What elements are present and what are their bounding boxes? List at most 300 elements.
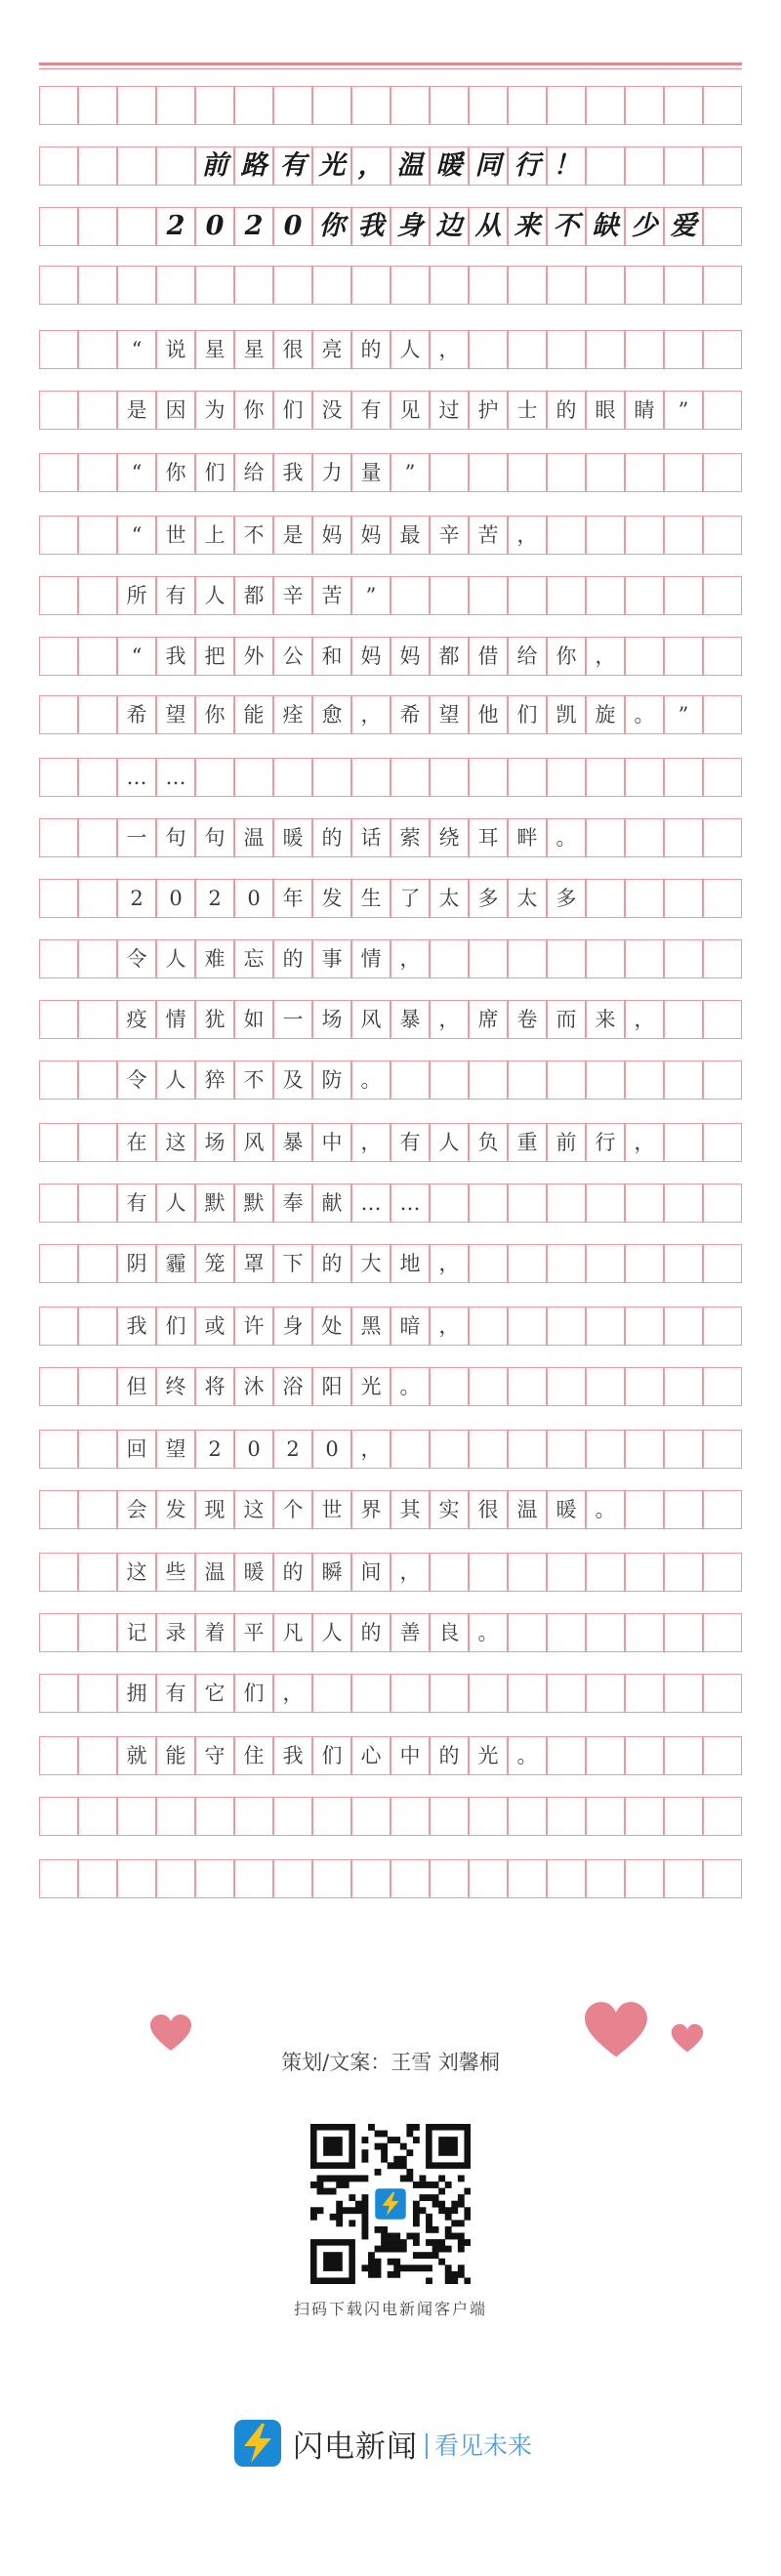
- grid-cell: [508, 86, 547, 125]
- poem-char: 暗: [399, 1314, 421, 1338]
- grid-cell: [547, 576, 586, 615]
- poem-char: 录: [165, 1621, 186, 1644]
- poem-char: 你: [204, 703, 226, 727]
- poem-char: 多: [555, 887, 577, 910]
- grid-cell: [547, 1307, 586, 1346]
- poem-char: 句: [165, 826, 186, 850]
- grid-cell: [78, 391, 117, 430]
- grid-cell: [78, 1859, 117, 1898]
- grid-cell: [703, 146, 742, 186]
- poem-char: 见: [399, 398, 421, 422]
- poem-char: 浴: [282, 1375, 304, 1398]
- poem-char: 的: [282, 1560, 304, 1584]
- title-char: ！: [553, 150, 580, 181]
- poem-char: 的: [360, 1621, 382, 1644]
- grid-row: [39, 576, 742, 615]
- grid-cell: [625, 939, 664, 978]
- grid-cell: [78, 207, 117, 246]
- poem-char: 过: [438, 398, 460, 422]
- poem-char: 最: [399, 523, 421, 547]
- grid-cell: [469, 86, 508, 125]
- poem-char: 这: [243, 1498, 265, 1521]
- grid-cell: [625, 758, 664, 797]
- grid-cell: [625, 1859, 664, 1898]
- poem-char: 忘: [243, 947, 265, 971]
- grid-cell: [430, 1430, 469, 1469]
- grid-cell: [586, 1797, 625, 1836]
- grid-cell: [78, 1367, 117, 1406]
- poem-char: 生: [360, 887, 382, 910]
- poem-char: 亮: [321, 338, 343, 361]
- poem-char: 。: [595, 1498, 616, 1521]
- poem-char: …: [360, 1191, 382, 1215]
- grid-cell: [78, 879, 117, 918]
- grid-cell: [39, 1613, 78, 1652]
- title-char: 少: [631, 211, 658, 241]
- poem-char: 公: [282, 644, 304, 668]
- grid-cell: [664, 1674, 703, 1713]
- grid-cell: [703, 1736, 742, 1775]
- grid-cell: [469, 1060, 508, 1100]
- title-char: 0: [283, 211, 303, 241]
- poem-char: 默: [204, 1191, 226, 1215]
- poem-char: 望: [165, 703, 186, 727]
- poem-char: ，: [438, 1314, 460, 1338]
- poem-char: 着: [204, 1621, 226, 1644]
- grid-cell: [39, 266, 78, 305]
- grid-cell: [39, 818, 78, 857]
- grid-cell: [508, 1859, 547, 1898]
- poem-char: 都: [438, 644, 460, 668]
- poem-char: “: [131, 523, 143, 547]
- poem-char: 们: [516, 703, 538, 727]
- poem-char: 良: [438, 1621, 460, 1644]
- grid-row: [39, 453, 742, 492]
- grid-cell: [703, 1490, 742, 1529]
- grid-cell: [664, 330, 703, 369]
- grid-cell: [703, 1000, 742, 1039]
- poem-char: 给: [243, 461, 265, 484]
- grid-cell: [586, 1060, 625, 1100]
- poem-char: 终: [165, 1375, 186, 1398]
- poem-char: 萦: [399, 826, 421, 850]
- grid-cell: [508, 1060, 547, 1100]
- poem-char: 发: [165, 1498, 186, 1521]
- grid-cell: [547, 1797, 586, 1836]
- grid-cell: [469, 330, 508, 369]
- grid-cell: [586, 1184, 625, 1223]
- grid-cell: [703, 1613, 742, 1652]
- grid-cell: [703, 1859, 742, 1898]
- grid-cell: [508, 1797, 547, 1836]
- poem-char: ，: [595, 644, 616, 668]
- grid-cell: [312, 86, 351, 125]
- grid-cell: [664, 453, 703, 492]
- poem-char: 在: [126, 1131, 147, 1154]
- grid-cell: [234, 1859, 273, 1898]
- poem-char: 2: [208, 1437, 222, 1461]
- poem-char: 凡: [282, 1621, 304, 1644]
- grid-cell: [39, 1184, 78, 1223]
- grid-row: [39, 1123, 742, 1162]
- grid-cell: [664, 1367, 703, 1406]
- grid-cell: [430, 939, 469, 978]
- grid-cell: [390, 266, 430, 305]
- poem-char: ，: [282, 1682, 304, 1705]
- grid-cell: [78, 266, 117, 305]
- poem-char: 很: [282, 338, 304, 361]
- grid-cell: [703, 330, 742, 369]
- grid-cell: [547, 1060, 586, 1100]
- grid-cell: [664, 818, 703, 857]
- poem-char: 人: [165, 1068, 186, 1092]
- poem-char: 席: [477, 1008, 499, 1031]
- poem-char: 中: [321, 1131, 343, 1154]
- title-char: 有: [279, 150, 307, 181]
- grid-cell: [586, 1307, 625, 1346]
- poem-char: 温: [243, 826, 265, 850]
- grid-cell: [78, 1490, 117, 1529]
- qr-code-image: [310, 2124, 471, 2284]
- poem-char: 2: [286, 1437, 300, 1461]
- poem-char: 或: [204, 1314, 226, 1338]
- poem-char: 能: [165, 1744, 186, 1767]
- grid-cell: [664, 758, 703, 797]
- poem-char: 温: [204, 1560, 226, 1584]
- grid-cell: [195, 86, 234, 125]
- poem-char: 住: [243, 1744, 265, 1767]
- poem-char: 0: [247, 887, 261, 910]
- title-char: 2: [166, 211, 185, 241]
- grid-cell: [703, 1244, 742, 1283]
- poem-char: ”: [678, 398, 689, 422]
- title-char: 缺: [592, 211, 619, 241]
- title-char: 爱: [670, 211, 697, 241]
- grid-cell: [586, 1859, 625, 1898]
- grid-cell: [234, 1797, 273, 1836]
- grid-cell: [312, 1859, 351, 1898]
- grid-cell: [78, 1244, 117, 1283]
- grid-cell: [390, 1859, 430, 1898]
- poem-char: 希: [126, 703, 147, 727]
- grid-cell: [39, 1490, 78, 1529]
- poem-char: 所: [126, 584, 147, 607]
- grid-cell: [547, 330, 586, 369]
- grid-row: [39, 1000, 742, 1039]
- grid-cell: [351, 266, 390, 305]
- grid-cell: [625, 576, 664, 615]
- poem-char: 暴: [399, 1008, 421, 1031]
- poem-char: 的: [360, 338, 382, 361]
- poem-char: 是: [126, 398, 147, 422]
- poem-char: 人: [321, 1621, 343, 1644]
- poem-char: ，: [516, 523, 538, 547]
- grid-cell: [547, 1736, 586, 1775]
- qr-code[interactable]: [310, 2124, 471, 2284]
- grid-cell: [664, 1430, 703, 1469]
- grid-cell: [39, 516, 78, 555]
- grid-cell: [78, 86, 117, 125]
- grid-cell: [703, 207, 742, 246]
- poem-char: 情: [360, 947, 382, 971]
- poem-char: 发: [321, 887, 343, 910]
- poem-char: 地: [399, 1252, 421, 1275]
- grid-row: [39, 1797, 742, 1836]
- grid-cell: [625, 879, 664, 918]
- poem-char: 暖: [243, 1560, 265, 1584]
- grid-cell: [508, 453, 547, 492]
- poem-char: 情: [165, 1008, 186, 1031]
- poem-char: 奉: [282, 1191, 304, 1215]
- grid-cell: [508, 1367, 547, 1406]
- grid-cell: [547, 86, 586, 125]
- grid-cell: [664, 1123, 703, 1162]
- grid-cell: [234, 266, 273, 305]
- poem-char: 把: [204, 644, 226, 668]
- poem-char: 给: [516, 644, 538, 668]
- poem-char: 将: [204, 1375, 226, 1398]
- grid-cell: [703, 1184, 742, 1223]
- grid-cell: [586, 758, 625, 797]
- grid-cell: [586, 576, 625, 615]
- grid-cell: [586, 266, 625, 305]
- grid-row: [39, 1184, 742, 1223]
- poem-char: 世: [165, 523, 186, 547]
- grid-row: [39, 86, 742, 125]
- grid-cell: [156, 1797, 195, 1836]
- grid-row: [39, 1244, 742, 1283]
- grid-cell: [703, 818, 742, 857]
- poem-char: 的: [282, 947, 304, 971]
- grid-cell: [547, 1553, 586, 1592]
- poem-char: 光: [477, 1744, 499, 1767]
- poem-char: 不: [243, 1068, 265, 1092]
- grid-cell: [547, 516, 586, 555]
- grid-cell: [469, 1430, 508, 1469]
- poem-char: 黑: [360, 1314, 382, 1338]
- title-char: 0: [205, 211, 225, 241]
- grid-cell: [78, 1430, 117, 1469]
- poem-char: 们: [243, 1682, 265, 1705]
- poem-char: 多: [477, 887, 499, 910]
- grid-cell: [586, 1244, 625, 1283]
- poem-char: 的: [438, 1744, 460, 1767]
- grid-row: [39, 146, 742, 186]
- poem-char: 但: [126, 1375, 147, 1398]
- poem-char: 而: [555, 1008, 577, 1031]
- grid-cell: [625, 1736, 664, 1775]
- grid-cell: [703, 1123, 742, 1162]
- grid-cell: [586, 86, 625, 125]
- poem-char: 苦: [321, 584, 343, 607]
- grid-cell: [39, 1674, 78, 1713]
- grid-cell: [625, 1367, 664, 1406]
- poem-char: 暴: [282, 1131, 304, 1154]
- poem-char: 界: [360, 1498, 382, 1521]
- grid-cell: [703, 1060, 742, 1100]
- grid-cell: [586, 1674, 625, 1713]
- grid-cell: [390, 758, 430, 797]
- poem-char: 人: [165, 947, 186, 971]
- poem-char: ，: [438, 1008, 460, 1031]
- grid-cell: [625, 86, 664, 125]
- poem-char: 我: [282, 461, 304, 484]
- grid-cell: [508, 266, 547, 305]
- poem-char: 阴: [126, 1252, 147, 1275]
- poem-char: 们: [165, 1314, 186, 1338]
- grid-cell: [430, 758, 469, 797]
- grid-row: [39, 330, 742, 369]
- grid-cell: [664, 86, 703, 125]
- poem-char: 。: [399, 1375, 421, 1398]
- poem-char: “: [131, 644, 143, 668]
- grid-cell: [430, 1859, 469, 1898]
- grid-cell: [703, 1797, 742, 1836]
- poem-char: 我: [165, 644, 186, 668]
- poem-char: 妈: [321, 523, 343, 547]
- grid-cell: [39, 1430, 78, 1469]
- grid-row: [39, 266, 742, 305]
- grid-cell: [547, 1184, 586, 1223]
- title-char: 前: [201, 150, 228, 181]
- poem-char: 沐: [243, 1375, 265, 1398]
- grid-cell: [78, 818, 117, 857]
- poem-char: 行: [595, 1131, 616, 1154]
- poem-char: 是: [282, 523, 304, 547]
- title-char: 光: [318, 150, 346, 181]
- grid-cell: [78, 1797, 117, 1836]
- poem-char: 暖: [555, 1498, 577, 1521]
- poem-char: ，: [634, 1131, 655, 1154]
- poem-char: 一: [282, 1008, 304, 1031]
- poem-char: 暖: [282, 826, 304, 850]
- grid-cell: [625, 1797, 664, 1836]
- grid-cell: [586, 1553, 625, 1592]
- poem-char: ，: [360, 1131, 382, 1154]
- grid-cell: [664, 1060, 703, 1100]
- poem-char: 记: [126, 1621, 147, 1644]
- poem-char: 笼: [204, 1252, 226, 1275]
- grid-cell: [664, 1797, 703, 1836]
- poem-char: 畔: [516, 826, 538, 850]
- grid-cell: [469, 1553, 508, 1592]
- grid-row: [39, 818, 742, 857]
- grid-cell: [39, 1060, 78, 1100]
- title-char: 边: [435, 211, 463, 241]
- grid-cell: [469, 1797, 508, 1836]
- grid-row: [39, 1430, 742, 1469]
- grid-cell: [430, 1553, 469, 1592]
- poem-char: 痊: [282, 703, 304, 727]
- poem-char: 话: [360, 826, 382, 850]
- grid-cell: [39, 1736, 78, 1775]
- poem-char: 愈: [321, 703, 343, 727]
- poem-char: 默: [243, 1191, 265, 1215]
- poem-char: 妈: [360, 644, 382, 668]
- poem-char: 风: [360, 1008, 382, 1031]
- poem-char: 事: [321, 947, 343, 971]
- poem-char: 人: [165, 1191, 186, 1215]
- poem-char: 温: [516, 1498, 538, 1521]
- grid-cell: [273, 86, 312, 125]
- grid-cell: [625, 330, 664, 369]
- grid-cell: [547, 1859, 586, 1898]
- grid-cell: [469, 939, 508, 978]
- grid-row: [39, 516, 742, 555]
- poem-char: 苦: [477, 523, 499, 547]
- grid-cell: [117, 266, 156, 305]
- grid-cell: [664, 1000, 703, 1039]
- grid-cell: [39, 637, 78, 676]
- poem-char: 。: [634, 703, 655, 727]
- poem-char: 为: [204, 398, 226, 422]
- grid-cell: [39, 1307, 78, 1346]
- grid-cell: [625, 146, 664, 186]
- poem-char: ，: [399, 947, 421, 971]
- grid-cell: [625, 1244, 664, 1283]
- grid-cell: [195, 266, 234, 305]
- grid-cell: [586, 818, 625, 857]
- grid-cell: [664, 146, 703, 186]
- grid-cell: [703, 695, 742, 734]
- grid-cell: [586, 330, 625, 369]
- grid-cell: [78, 695, 117, 734]
- poem-char: 有: [399, 1131, 421, 1154]
- poem-char: 太: [516, 887, 538, 910]
- poem-char: 很: [477, 1498, 499, 1521]
- lightning-logo-icon: [232, 2418, 283, 2469]
- grid-cell: [625, 1674, 664, 1713]
- poem-char: 说: [165, 338, 186, 361]
- poem-char: 你: [165, 461, 186, 484]
- grid-cell: [664, 1736, 703, 1775]
- brand-separator: [426, 2433, 428, 2459]
- poem-char: 这: [126, 1560, 147, 1584]
- grid-cell: [703, 453, 742, 492]
- grid-cell: [117, 86, 156, 125]
- grid-cell: [39, 1123, 78, 1162]
- title-char: 同: [474, 150, 502, 181]
- poem-char: 有: [360, 398, 382, 422]
- poem-char: 有: [165, 1682, 186, 1705]
- poem-char: 守: [204, 1744, 226, 1767]
- grid-cell: [78, 453, 117, 492]
- grid-cell: [312, 758, 351, 797]
- grid-cell: [508, 939, 547, 978]
- grid-row: [39, 1553, 742, 1592]
- grid-cell: [78, 758, 117, 797]
- grid-cell: [469, 1367, 508, 1406]
- grid-cell: [508, 1553, 547, 1592]
- poem-char: 妈: [360, 523, 382, 547]
- grid-cell: [273, 266, 312, 305]
- grid-cell: [469, 266, 508, 305]
- grid-cell: [390, 576, 430, 615]
- poem-char: 借: [477, 644, 499, 668]
- grid-cell: [39, 330, 78, 369]
- poem-char: 士: [516, 398, 538, 422]
- poem-char: 世: [321, 1498, 343, 1521]
- title-char: 从: [474, 211, 502, 241]
- title-char: 身: [396, 211, 424, 241]
- grid-cell: [78, 146, 117, 186]
- grid-cell: [78, 1553, 117, 1592]
- poem-char: 量: [360, 461, 382, 484]
- grid-row: [39, 695, 742, 734]
- grid-cell: [156, 146, 195, 186]
- poem-char: 我: [282, 1744, 304, 1767]
- poem-char: 实: [438, 1498, 460, 1521]
